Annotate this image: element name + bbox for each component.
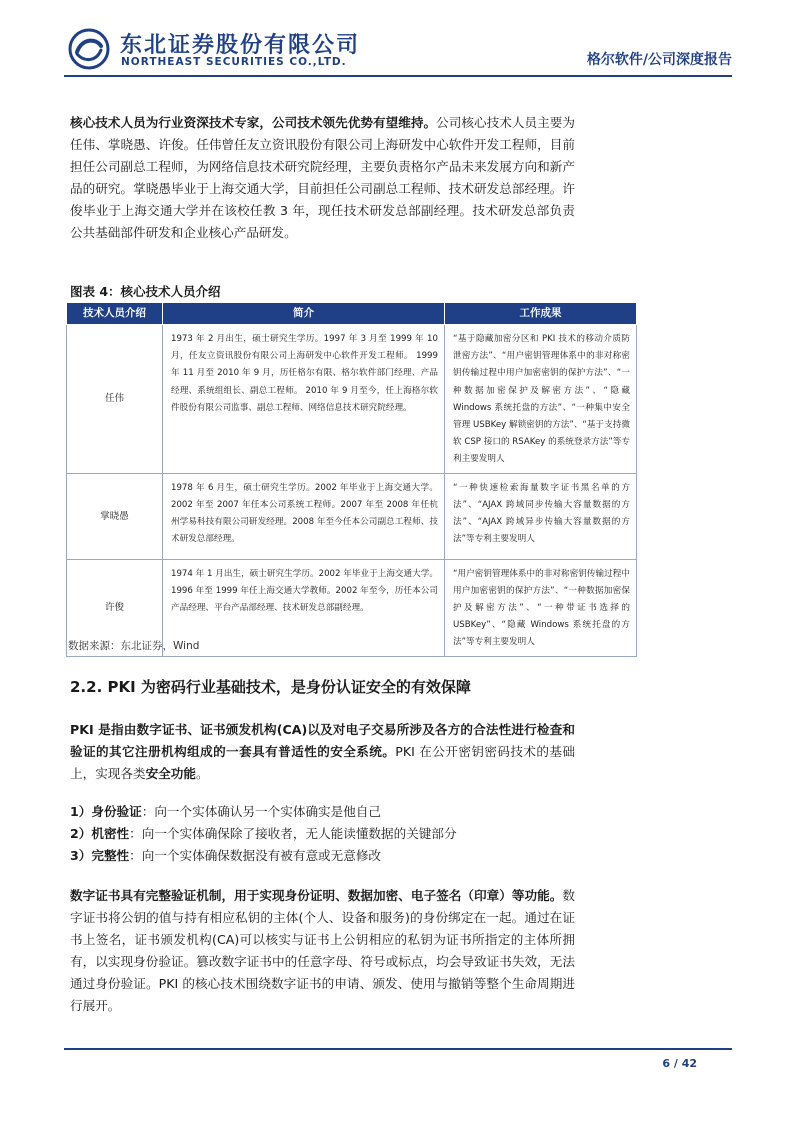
pki-lead: PKI 是指由数字证书、证书颁发机构(CA)以及对电子交易所涉及各方的合法性进行检查和验证的其它注册机构组成的一套具有普适性的安全系统。 bbox=[70, 722, 575, 759]
staff-intro: 1978 年 6 月生，硕士研究生学历。2002 年毕业于上海交通大学。2002 年至 2007 年任本公司系统工程师。2007 年至 2008 年任杭州学易科技有限公司研发经理。2008 年至今任本公司副总工程师、技术研发总部经理。 bbox=[163, 473, 445, 559]
list-item-term: 完整性 bbox=[91, 848, 130, 863]
section-heading: 2.2. PKI 为密码行业基础技术，是身份认证安全的有效保障 bbox=[70, 678, 471, 696]
table-row bbox=[67, 473, 637, 559]
core-staff-lead: 核心技术人员为行业资深技术专家，公司技术领先优势有望维持。 bbox=[70, 115, 437, 130]
column-header-intro: 简介 bbox=[163, 303, 445, 325]
column-header-name: 技术人员介绍 bbox=[67, 303, 163, 325]
staff-name: 掌晓愚 bbox=[67, 473, 163, 559]
certificate-text: 数字证书将公钥的值与持有相应私钥的主体(个人、设备和服务)的身份绑定在一起。通过在证书上签名，证书颁发机构(CA)可以核实与证书上公钥相应的私钥为证书所指定的主体所拥有，以实现身份验证。篡改数字证书中的任意字母、符号或标点，均会导致证书失效，无法通过身份验证。PKI 的核心技术围绕数字证书的申请、颁发、使用与撤销等整个生命周期进行展开。 bbox=[70, 888, 575, 1013]
staff-result: “基于隐藏加密分区和 PKI 技术的移动介质防泄密方法”、“用户密钥管理体系中的非对称密钥传输过程中用户加密密钥的保护方法”、“一种数据加密保护及解密方法”、“隐藏 Windows 系统托盘的方法”、“一种集中安全管理 USBKey 解锁密钥的方法”、“基于支持微软 CSP 接口的 RSAKey 的系统登录方法”等专利主要发明人 bbox=[445, 325, 637, 474]
pki-security-term: 安全功能 bbox=[145, 766, 196, 781]
figure-caption: 图表 4：核心技术人员介绍 bbox=[70, 284, 221, 299]
footer-divider bbox=[64, 1048, 732, 1050]
list-item bbox=[70, 845, 575, 867]
pki-text: PKI 在公开密钥密码技术的基础上，实现各类 bbox=[70, 744, 576, 781]
staff-intro: 1974 年 1 月出生，硕士研究生学历。2002 年毕业于上海交通大学。1996 年至 1999 年任上海交通大学教师。2002 年至今，历任本公司产品经理、平台产品部经理、技术研发总部副经理。 bbox=[163, 559, 445, 656]
table-row bbox=[67, 325, 637, 474]
list-item-number: 1） bbox=[70, 804, 92, 819]
report-title: 格尔软件/公司深度报告 bbox=[586, 52, 732, 68]
header-divider bbox=[64, 75, 732, 77]
staff-result: “一种快速检索海量数字证书黑名单的方法”、“AJAX 跨域同步传输大容量数据的方法”、“AJAX 跨域异步传输大容量数据的方法”等专利主要发明人 bbox=[445, 473, 637, 559]
list-item-number: 3） bbox=[70, 848, 92, 863]
column-header-result: 工作成果 bbox=[445, 303, 637, 325]
certificate-lead: 数字证书具有完整验证机制，用于实现身份证明、数据加密、电子签名（印章）等功能。 bbox=[70, 888, 563, 903]
certificate-paragraph bbox=[70, 885, 575, 1017]
list-item-term: 机密性 bbox=[91, 826, 130, 841]
core-staff-table bbox=[66, 302, 637, 657]
list-item-text: ：向一个实体确保数据没有被有意或无意修改 bbox=[129, 848, 382, 863]
pki-paragraph bbox=[70, 719, 575, 785]
table-header-row bbox=[67, 303, 637, 325]
pki-end: 。 bbox=[195, 766, 209, 781]
list-item-number: 2） bbox=[70, 826, 92, 841]
data-source-note: 数据来源：东北证券，Wind bbox=[68, 640, 200, 652]
staff-result: “用户密钥管理体系中的非对称密钥传输过程中用户加密密钥的保护方法”、“一种数据加密保护及解密方法”、“一种带证书选择的 USBKey”、“隐藏 Windows 系统托盘的方法”等专利主要发明人 bbox=[445, 559, 637, 656]
list-item-text: ：向一个实体确保除了接收者，无人能读懂数据的关键部分 bbox=[129, 826, 457, 841]
list-item-text: ：向一个实体确认另一个实体确实是他自己 bbox=[141, 804, 382, 819]
core-staff-text: 公司核心技术人员主要为任伟、掌晓愚、许俊。任伟曾任友立资讯股份有限公司上海研发中心软件开发工程师，目前担任公司副总工程师，为网络信息技术研究院经理，主要负责格尔产品未来发展方向和新产品的研究。掌晓愚毕业于上海交通大学，目前担任公司副总工程师、技术研发总部经理。许俊毕业于上海交通大学并在该校任教 3 年，现任技术研发总部副经理。技术研发总部负责公共基础部件研发和企业核心产品研发。 bbox=[70, 115, 576, 240]
page-number: 6 / 42 bbox=[662, 1057, 697, 1070]
list-item bbox=[70, 801, 575, 823]
security-function-list bbox=[70, 801, 575, 867]
list-item bbox=[70, 823, 575, 845]
northeast-securities-logo-icon bbox=[68, 28, 110, 70]
company-name-cn: 东北证券股份有限公司 bbox=[120, 33, 361, 58]
core-staff-paragraph bbox=[70, 112, 575, 244]
list-item-term: 身份验证 bbox=[91, 804, 142, 819]
staff-name: 许俊 bbox=[67, 559, 163, 656]
company-name-en: NORTHEAST SECURITIES CO.,LTD. bbox=[121, 56, 347, 68]
staff-name: 任伟 bbox=[67, 325, 163, 474]
page-header bbox=[64, 26, 732, 76]
staff-intro: 1973 年 2 月出生，硕士研究生学历。1997 年 3 月至 1999 年 10 月，任友立资讯股份有限公司上海研发中心软件开发工程师。 1999 年 11 月至 2010 年 9 月，历任格尔有限、格尔软件部门经理、产品经理、系统组组长、副总工程师。 2010 年 9 月至今，任上海格尔软件股份有限公司监事、副总工程师、网络信息技术研究院经理。 bbox=[163, 325, 445, 474]
